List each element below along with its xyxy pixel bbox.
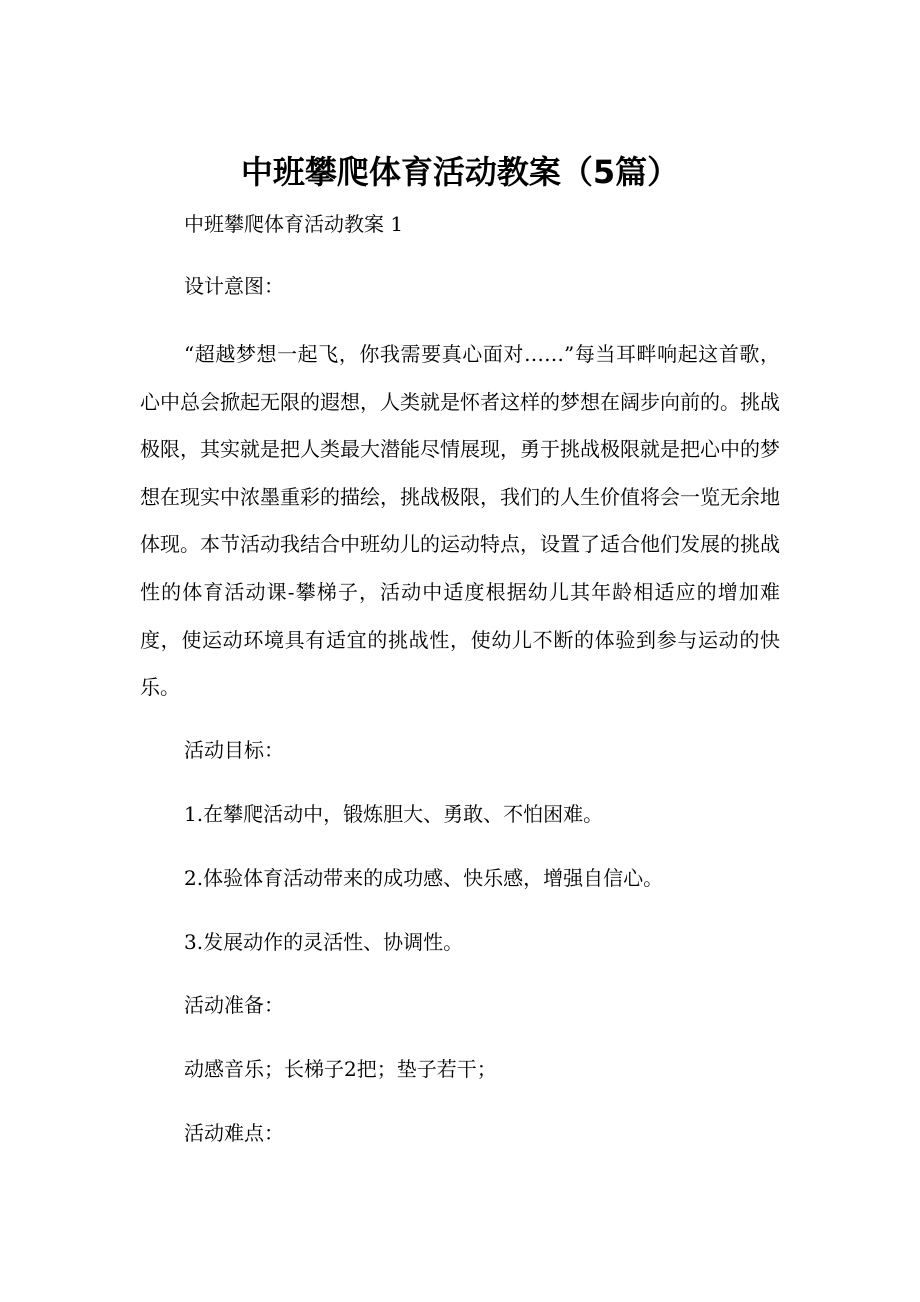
activity-difficulty-heading: 活动难点： [184,1121,284,1145]
activity-prep-heading: 活动准备： [184,993,284,1017]
goal-item-1: 1.在攀爬活动中，锻炼胆大、勇敢、不怕困难。 [184,802,604,826]
activity-prep-text: 动感音乐；长梯子2把；垫子若干； [184,1057,497,1081]
goal-item-2: 2.体验体育活动带来的成功感、快乐感，增强自信心。 [184,866,664,890]
section-subtitle: 中班攀爬体育活动教案 1 [184,212,404,236]
document-title: 中班攀爬体育活动教案（5篇） [240,153,680,191]
goal-item-3: 3.发展动作的灵活性、协调性。 [184,930,464,954]
design-intent-heading: 设计意图： [184,274,284,298]
activity-goals-heading: 活动目标： [184,738,284,762]
design-intent-paragraph: “超越梦想一起飞，你我需要真心面对……”每当耳畔响起这首歌，心中总会掀起无限的遐想，人类就是怀者这样的梦想在阔步向前的。挑战极限，其实就是把人类最大潜能尽情展现，勇于挑战极限就是把心中的梦想在现实中浓墨重彩的描绘，挑战极限，我们的人生价值将会一览无余地体现。本节活动我结合中班幼儿的运动特点，设置了适合他们发展的挑战性的体育活动课-攀梯子，活动中适度根据幼儿其年龄相适应的增加难度，使运动环境具有适宜的挑战性，使幼儿不断的体验到参与运动的快乐。 [140,342,780,700]
